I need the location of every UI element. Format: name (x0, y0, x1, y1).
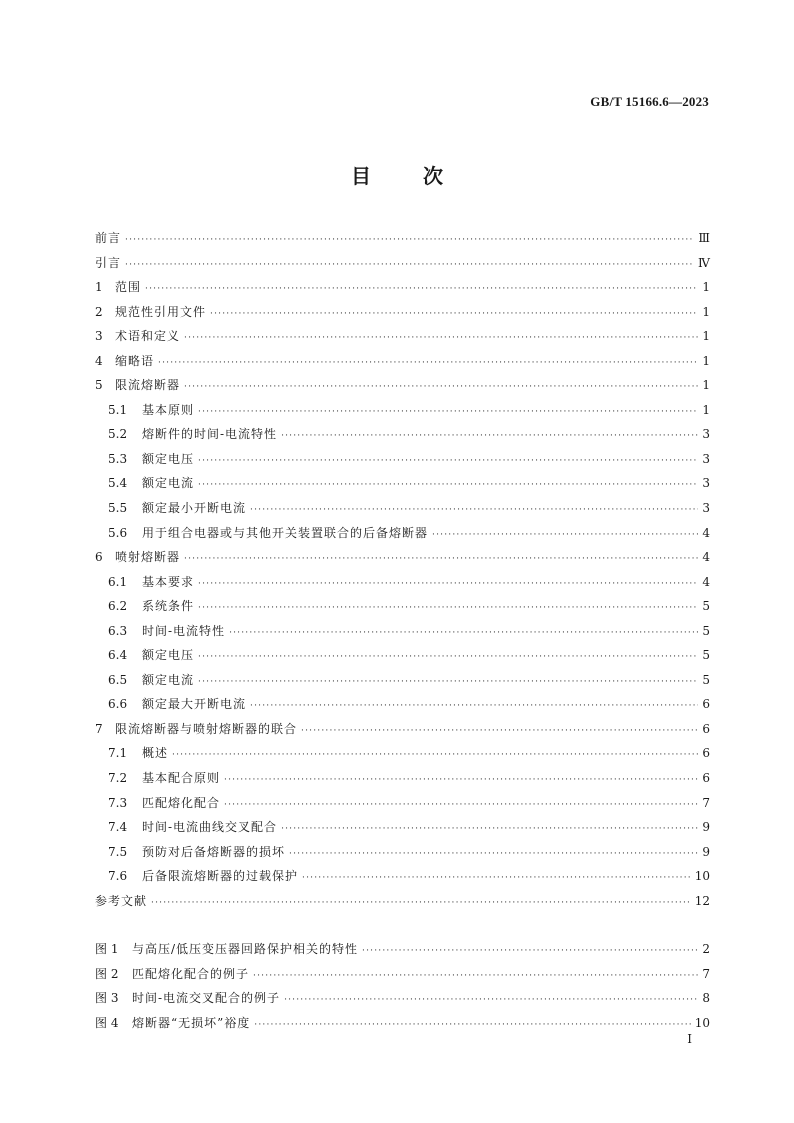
toc-entry[interactable] (95, 643, 710, 668)
toc-entry[interactable] (95, 864, 710, 889)
toc-entry-number: 5.6 (108, 525, 128, 540)
dot-leader (210, 302, 698, 327)
title-part-2: 次 (423, 164, 443, 188)
toc-entry[interactable] (95, 741, 710, 766)
toc-entry-label: 限流熔断器 (115, 378, 181, 393)
dot-leader (362, 939, 698, 964)
dot-leader (229, 621, 698, 646)
figure-list-item[interactable] (95, 937, 710, 962)
toc-entry-label: 系统条件 (142, 599, 195, 614)
toc-entry[interactable] (95, 717, 710, 742)
toc-entry-label: 基本原则 (142, 402, 195, 417)
toc-entry[interactable] (95, 840, 710, 865)
dot-leader (253, 964, 698, 989)
dot-leader (432, 523, 698, 548)
toc-entry-label: 规范性引用文件 (115, 304, 207, 319)
section-gap (95, 913, 710, 937)
dot-leader (198, 670, 698, 695)
standard-code: GB/T 15166.6—2023 (590, 94, 709, 109)
page-number: I (687, 1032, 692, 1046)
dot-leader (172, 743, 698, 768)
toc-entry-number: 2 (95, 304, 103, 319)
toc-entry-number: 3 (95, 329, 103, 344)
toc-page-number: 6 (702, 697, 710, 712)
dot-leader (301, 719, 698, 744)
toc-entry-label: 参考文献 (95, 893, 148, 908)
toc-page-number: 1 (702, 280, 710, 295)
toc-page-number: 6 (702, 771, 710, 786)
dot-leader (198, 596, 698, 621)
toc-entry[interactable] (95, 889, 710, 914)
toc-entry[interactable] (95, 668, 710, 693)
dot-leader (224, 793, 698, 818)
toc-entry-number: 7.1 (108, 746, 128, 761)
toc-entry-label: 熔断件的时间-电流特性 (142, 427, 278, 442)
toc-page-number: 5 (702, 672, 710, 687)
toc-entry[interactable] (95, 766, 710, 791)
toc-page-number: 9 (702, 820, 710, 835)
toc-entry-label: 术语和定义 (115, 329, 181, 344)
toc-page-number: 5 (702, 599, 710, 614)
toc-entry[interactable] (95, 226, 710, 251)
toc-entry-number: 7.6 (108, 869, 128, 884)
toc-page-number: 1 (702, 378, 710, 393)
dot-leader (184, 326, 698, 351)
dot-leader (250, 498, 698, 523)
toc-entry-number: 6.6 (108, 697, 128, 712)
toc-entry-label: 基本配合原则 (142, 771, 221, 786)
dot-leader (224, 768, 698, 793)
toc-page-number: 3 (702, 476, 710, 491)
toc-entry[interactable] (95, 251, 710, 276)
toc-entry[interactable] (95, 815, 710, 840)
toc-entry-label: 额定电压 (142, 451, 195, 466)
toc-entry-label: 额定最大开断电流 (142, 697, 247, 712)
toc-page-number: Ⅳ (698, 255, 710, 270)
dot-leader (198, 645, 698, 670)
toc-page-number: 4 (702, 525, 710, 540)
toc-page-number: 3 (702, 501, 710, 516)
toc-entry-label: 喷射熔断器 (115, 550, 181, 565)
dot-leader (302, 866, 691, 891)
toc-entry[interactable] (95, 349, 710, 374)
toc-page-number: 1 (702, 402, 710, 417)
toc-entry-number: 7.4 (108, 820, 128, 835)
toc-entry-number: 5 (95, 378, 103, 393)
figure-list-item[interactable] (95, 962, 710, 987)
toc-entry-number: 5.2 (108, 427, 128, 442)
toc-entry[interactable] (95, 324, 710, 349)
dot-leader (125, 253, 694, 278)
toc-entry[interactable] (95, 422, 710, 447)
toc-page-number: 3 (702, 427, 710, 442)
dot-leader (198, 449, 698, 474)
figure-list-item[interactable] (95, 986, 710, 1011)
toc-entry-number: 7.3 (108, 795, 128, 810)
toc-page-number: 12 (694, 893, 710, 908)
dot-leader (145, 277, 698, 302)
dot-leader (125, 228, 694, 253)
toc-entry-label: 前言 (95, 231, 122, 245)
toc-entry-label: 额定电压 (142, 648, 195, 663)
toc-entry[interactable] (95, 791, 710, 816)
figure-number: 图 1 (95, 942, 119, 957)
dot-leader (250, 694, 698, 719)
figure-title: 熔断器“无损坏”裕度 (132, 1015, 251, 1030)
toc-page-number: 3 (702, 451, 710, 466)
toc-entry[interactable] (95, 398, 710, 423)
page-title (0, 160, 794, 189)
dot-leader (184, 375, 698, 400)
toc-entry-label: 限流熔断器与喷射熔断器的联合 (115, 721, 298, 736)
toc-entry[interactable] (95, 594, 710, 619)
toc-entry-number: 7.2 (108, 771, 128, 786)
toc-entry-number: 5.5 (108, 501, 128, 516)
dot-leader (151, 891, 691, 916)
figure-title: 时间-电流交叉配合的例子 (132, 991, 281, 1006)
toc-entry-number: 1 (95, 280, 103, 295)
toc-page-number: 7 (702, 795, 710, 810)
dot-leader (184, 547, 698, 572)
toc-entry-label: 范围 (115, 280, 142, 295)
toc-page-number: 1 (702, 304, 710, 319)
toc-page-number: 9 (702, 844, 710, 859)
toc-page-number: Ⅲ (698, 231, 710, 245)
toc-page-number: 1 (702, 353, 710, 368)
toc-entry[interactable] (95, 570, 710, 595)
toc-page-number: 10 (694, 869, 710, 884)
toc-entry[interactable] (95, 275, 710, 300)
toc-entry-number: 5.4 (108, 476, 128, 491)
dot-leader (284, 988, 698, 1013)
dot-leader (198, 400, 698, 425)
toc-entry[interactable] (95, 521, 710, 546)
toc-entry-number: 6.4 (108, 648, 128, 663)
toc-entry-label: 额定电流 (142, 476, 195, 491)
toc-entry-label: 用于组合电器或与其他开关装置联合的后备熔断器 (142, 525, 429, 540)
toc-entry[interactable] (95, 447, 710, 472)
toc-page-number: 6 (702, 746, 710, 761)
toc-page-number: 4 (702, 550, 710, 565)
toc-entry-number: 7 (95, 721, 103, 736)
toc-page-number: 7 (702, 966, 710, 981)
figure-number: 图 3 (95, 991, 119, 1006)
toc-page-number: 8 (702, 991, 710, 1006)
toc-entry-number: 5.3 (108, 451, 128, 466)
toc-entry-number: 5.1 (108, 402, 128, 417)
dot-leader (281, 424, 698, 449)
dot-leader (198, 473, 698, 498)
toc-entry-number: 6 (95, 550, 103, 565)
toc-entry-label: 时间-电流曲线交叉配合 (142, 820, 278, 835)
toc-entry-number: 7.5 (108, 844, 128, 859)
toc-page-number: 10 (694, 1015, 710, 1030)
figure-title: 与高压/低压变压器回路保护相关的特性 (132, 942, 359, 957)
toc-entry[interactable] (95, 619, 710, 644)
toc-entry-label: 后备限流熔断器的过载保护 (142, 869, 299, 884)
toc-entry-label: 额定电流 (142, 672, 195, 687)
figure-title: 匹配熔化配合的例子 (132, 966, 250, 981)
toc-entry-label: 额定最小开断电流 (142, 501, 247, 516)
figure-number: 图 2 (95, 966, 119, 981)
table-of-contents (95, 226, 710, 1036)
toc-entry-label: 基本要求 (142, 574, 195, 589)
toc-entry-label: 时间-电流特性 (142, 623, 226, 638)
toc-entry[interactable] (95, 545, 710, 570)
toc-entry-number: 6.5 (108, 672, 128, 687)
toc-entry-label: 概述 (142, 746, 169, 761)
dot-leader (254, 1013, 690, 1038)
toc-entry-label: 引言 (95, 255, 122, 270)
toc-page-number: 1 (702, 329, 710, 344)
toc-entry[interactable] (95, 471, 710, 496)
toc-page-number: 5 (702, 623, 710, 638)
toc-page-number: 6 (702, 721, 710, 736)
figure-list-item[interactable] (95, 1011, 710, 1036)
toc-entry-label: 匹配熔化配合 (142, 795, 221, 810)
toc-entry-label: 缩略语 (115, 353, 155, 368)
toc-page-number: 4 (702, 574, 710, 589)
title-part-1: 目 (351, 164, 371, 188)
toc-entry-number: 6.2 (108, 599, 128, 614)
dot-leader (158, 351, 698, 376)
figure-number: 图 4 (95, 1015, 119, 1030)
dot-leader (289, 842, 698, 867)
toc-entry[interactable] (95, 300, 710, 325)
toc-entry-number: 6.3 (108, 623, 128, 638)
toc-page-number: 5 (702, 648, 710, 663)
dot-leader (198, 572, 698, 597)
toc-entry-number: 4 (95, 353, 103, 368)
toc-entry[interactable] (95, 496, 710, 521)
toc-page-number: 2 (702, 942, 710, 957)
toc-entry[interactable] (95, 373, 710, 398)
toc-entry-number: 6.1 (108, 574, 128, 589)
toc-entry-label: 预防对后备熔断器的损坏 (142, 844, 286, 859)
dot-leader (281, 817, 698, 842)
toc-entry[interactable] (95, 692, 710, 717)
